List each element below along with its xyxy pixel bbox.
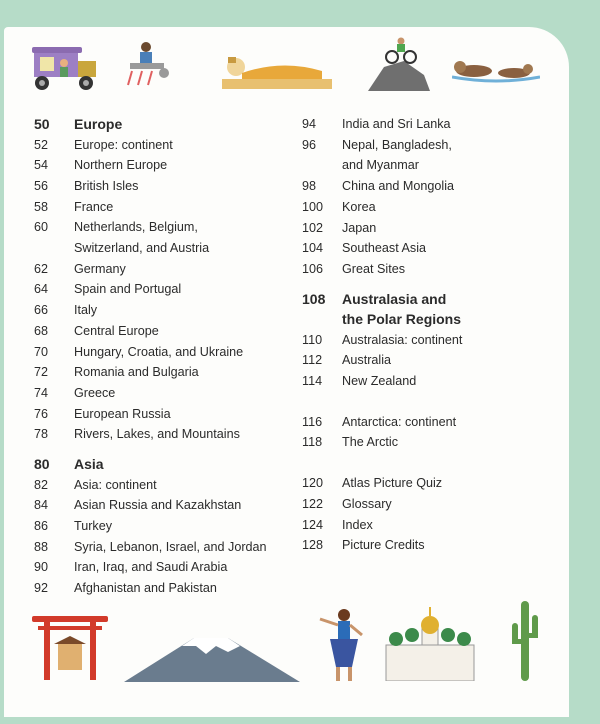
page-number: 94 xyxy=(302,117,317,131)
contents-entry xyxy=(34,404,294,425)
entry-title: Korea xyxy=(342,199,376,214)
contents-entry xyxy=(302,371,562,392)
entry-title: Nepal, Bangladesh, and Myanmar xyxy=(342,137,452,173)
page-number: 72 xyxy=(34,365,49,380)
entry-title: Japan xyxy=(342,220,377,235)
contents-entry xyxy=(302,176,562,197)
contents-left-column xyxy=(34,114,294,599)
page-number: 68 xyxy=(34,323,49,338)
contents-entry xyxy=(302,238,562,259)
contents-page xyxy=(4,27,569,717)
cactus-icon xyxy=(510,597,540,681)
page-number: 108 xyxy=(302,290,326,307)
entry-title: Picture Credits xyxy=(342,538,425,553)
entry-title: British Isles xyxy=(74,178,139,193)
contents-entry xyxy=(34,516,294,537)
contents-entry xyxy=(34,279,294,300)
tuk-tuk-icon xyxy=(24,43,102,95)
contents-entry xyxy=(302,535,562,556)
entry-title: Southeast Asia xyxy=(342,241,427,256)
page-number: 96 xyxy=(302,137,317,152)
contents-entry xyxy=(302,473,562,494)
page-number: 76 xyxy=(34,406,49,421)
entry-title: Atlas Picture Quiz xyxy=(342,476,443,491)
contents-entry xyxy=(34,578,294,599)
page-number: 62 xyxy=(34,261,49,276)
page-number: 122 xyxy=(302,496,324,511)
page-number: 118 xyxy=(302,435,323,450)
entry-title: Australasia and the Polar Regions xyxy=(342,290,462,328)
contents-entry xyxy=(34,495,294,516)
entry-title: Hungary, Croatia, and Ukraine xyxy=(74,344,244,359)
page-number: 102 xyxy=(302,220,324,235)
contents-entry xyxy=(34,424,294,445)
section-heading xyxy=(302,289,562,330)
page-number: 56 xyxy=(34,178,49,193)
page-number: 58 xyxy=(34,199,49,214)
entry-title: Iran, Iraq, and Saudi Arabia xyxy=(74,560,228,575)
entry-title: Turkey xyxy=(74,518,113,533)
entry-title: Australia xyxy=(342,353,391,368)
page-number: 64 xyxy=(34,282,49,297)
page-number: 84 xyxy=(34,498,49,513)
page-number: 124 xyxy=(302,517,324,532)
page-number: 128 xyxy=(302,538,324,553)
skewer-vendor-icon xyxy=(126,39,174,91)
entry-title: Rivers, Lakes, and Mountains xyxy=(74,427,240,442)
contents-entry xyxy=(34,155,294,176)
contents-entry xyxy=(302,494,562,515)
contents-entry xyxy=(302,330,562,351)
contents-entry xyxy=(34,217,294,258)
entry-title: Australasia: continent xyxy=(342,332,463,347)
page-number: 100 xyxy=(302,199,324,214)
sea-otters-icon xyxy=(452,55,540,85)
page-number: 66 xyxy=(34,303,49,318)
page-number: 92 xyxy=(34,581,49,596)
page-number: 116 xyxy=(302,414,323,429)
page-number: 82 xyxy=(34,477,49,492)
entry-title: Afghanistan and Pakistan xyxy=(74,581,217,596)
entry-title: Asia: continent xyxy=(74,477,157,492)
entry-title: European Russia xyxy=(74,406,171,421)
entry-title: Greece xyxy=(74,385,116,400)
entry-title: India and Sri Lanka xyxy=(342,117,451,131)
page-number: 70 xyxy=(34,344,49,359)
contents-entry xyxy=(34,475,294,496)
entry-title: Europe xyxy=(74,116,123,132)
section-heading xyxy=(34,114,294,135)
page-number: 60 xyxy=(34,220,49,235)
mount-fuji-icon xyxy=(124,632,300,682)
contents-entry xyxy=(34,383,294,404)
reclining-buddha-icon xyxy=(222,49,332,93)
contents-entry xyxy=(302,432,562,453)
entry-title: Asian Russia and Kazakhstan xyxy=(74,498,242,513)
page-number: 112 xyxy=(302,353,323,368)
contents-entry xyxy=(34,537,294,558)
page-number: 110 xyxy=(302,332,323,347)
contents-entry xyxy=(34,259,294,280)
cathedral-icon xyxy=(382,605,478,681)
dancer-icon xyxy=(316,607,366,683)
page-number: 120 xyxy=(302,476,324,491)
entry-title: Glossary xyxy=(342,496,392,511)
contents-entry xyxy=(302,218,562,239)
page-number: 80 xyxy=(34,456,50,473)
entry-title: Netherlands, Belgium, Switzerland, and Austria xyxy=(74,220,210,256)
contents-entry xyxy=(302,135,562,176)
cyclist-on-rock-icon xyxy=(364,37,434,93)
contents-entry xyxy=(34,557,294,578)
entry-title: Great Sites xyxy=(342,261,405,276)
page-number: 106 xyxy=(302,261,324,276)
contents-entry xyxy=(34,342,294,363)
page-number: 54 xyxy=(34,158,49,173)
page-number: 98 xyxy=(302,179,317,194)
page-number: 78 xyxy=(34,427,49,442)
contents-entry xyxy=(302,114,562,135)
entry-title: Spain and Portugal xyxy=(74,282,182,297)
entry-title: Antarctica: continent xyxy=(342,414,457,429)
page-number: 86 xyxy=(34,518,49,533)
contents-entry xyxy=(34,176,294,197)
page-number: 74 xyxy=(34,385,49,400)
entry-title: Italy xyxy=(74,303,98,318)
contents-entry xyxy=(302,197,562,218)
contents-entry xyxy=(302,350,562,371)
entry-title: China and Mongolia xyxy=(342,179,455,194)
contents-entry xyxy=(34,362,294,383)
entry-title: Asia xyxy=(74,456,104,473)
contents-entry xyxy=(302,412,562,433)
contents-entry xyxy=(34,135,294,156)
contents-entry xyxy=(302,259,562,280)
entry-title: The Arctic xyxy=(342,435,398,450)
contents-entry xyxy=(34,321,294,342)
contents-entry xyxy=(34,197,294,218)
entry-title: France xyxy=(74,199,114,214)
entry-title: Syria, Lebanon, Israel, and Jordan xyxy=(74,539,267,554)
entry-title: Romania and Bulgaria xyxy=(74,365,199,380)
page-number: 114 xyxy=(302,374,323,389)
page-number: 88 xyxy=(34,539,49,554)
entry-title: Central Europe xyxy=(74,323,159,338)
section-heading xyxy=(34,454,294,475)
contents-entry xyxy=(302,515,562,536)
torii-gate-icon xyxy=(32,614,108,680)
page-number: 52 xyxy=(34,137,49,152)
entry-title: Germany xyxy=(74,261,126,276)
page-number: 90 xyxy=(34,560,49,575)
contents-entry xyxy=(34,300,294,321)
page-number: 104 xyxy=(302,241,324,256)
contents-right-column xyxy=(302,114,562,556)
page-number: 50 xyxy=(34,116,50,132)
entry-title: Northern Europe xyxy=(74,158,168,173)
entry-title: Index xyxy=(342,517,373,532)
entry-title: Europe: continent xyxy=(74,137,173,152)
entry-title: New Zealand xyxy=(342,374,417,389)
